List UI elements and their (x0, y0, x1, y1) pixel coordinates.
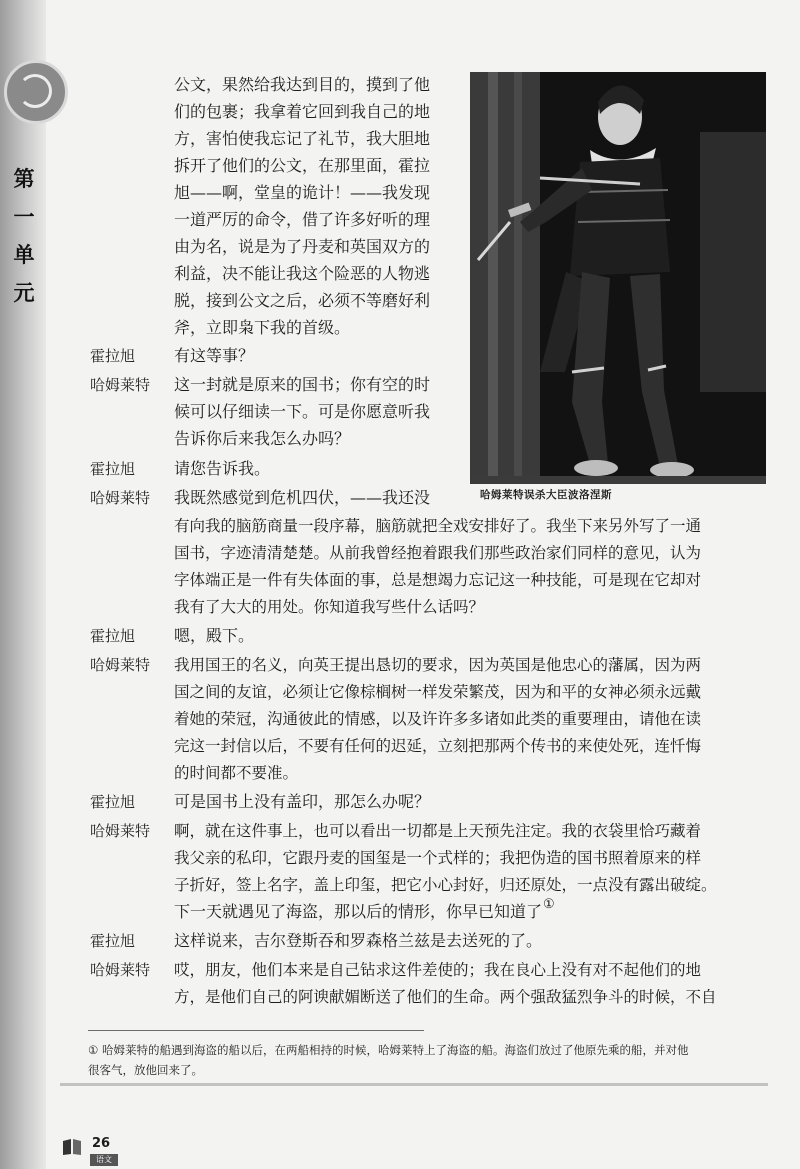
speaker-label: 霍拉旭 (90, 627, 136, 645)
text-line: 斧，立即枭下我的首级。 (174, 318, 351, 337)
footnote-line: ① 哈姆莱特的船遇到海盗的船以后，在两船相持的时候，哈姆莱特上了海盗的船。海盗们放过了他原先乘的船，并对他 (88, 1043, 689, 1057)
text-line: 可是国书上没有盖印，那怎么办呢？ (174, 792, 431, 811)
text-line: 我用国王的名义，向英王提出恳切的要求，因为英国是他忠心的藩属，因为两 (174, 656, 702, 674)
speaker-label: 哈姆莱特 (90, 376, 151, 394)
text-line: 哎，朋友，他们本来是自己钻求这件差使的；我在良心上没有对不起他们的地 (174, 961, 702, 979)
text-line: 告诉你后来我怎么办吗？ (174, 429, 351, 448)
text-line: 我父亲的私印，它跟丹麦的国玺是一个式样的；我把伪造的国书照着原来的样 (174, 849, 702, 867)
speaker-label: 哈姆莱特 (90, 822, 151, 840)
hamlet-engraving (470, 72, 766, 484)
text-line: 这样说来，吉尔登斯吞和罗森格兰兹是去送死的了。 (174, 931, 543, 950)
text-line: 拆开了他们的公文，在那里面，霍拉 (174, 156, 431, 175)
speaker-label: 霍拉旭 (90, 793, 136, 811)
text-line: 的时间都不要准。 (174, 764, 299, 782)
text-line: 我有了大大的用处。你知道我写些什么话吗？ (174, 598, 485, 616)
text-line: 方，是他们自己的阿谀献媚断送了他们的生命。两个强敌猛烈争斗的时候，不自 (174, 988, 717, 1006)
unit-label: 第一单元 (13, 166, 35, 305)
footnote-reference: ① (543, 897, 555, 912)
text-line: 脱，接到公文之后，必须不等磨好利 (174, 291, 431, 310)
speaker-label: 哈姆莱特 (90, 656, 151, 674)
text-line: 有这等事？ (174, 346, 255, 365)
speaker-label: 霍拉旭 (90, 347, 136, 365)
text-line: 这一封就是原来的国书；你有空的时 (174, 375, 431, 394)
footnote-line: 很客气，放他回来了。 (88, 1063, 203, 1077)
text-line: 方，害怕使我忘记了礼节，我大胆地 (174, 129, 431, 148)
text-line: 字体端正是一件有失体面的事，总是想竭力忘记这一种技能，可是现在它却对 (174, 571, 702, 589)
text-line: 下一天就遇见了海盗，那以后的情形，你早已知道了 (174, 902, 543, 921)
text-line: 公文，果然给我达到目的，摸到了他 (174, 75, 431, 94)
text-line: 完这一封信以后，不要有任何的迟延，立刻把那两个传书的来使处死，连忏悔 (174, 737, 702, 755)
text-line: 由为名，说是为了丹麦和英国双方的 (174, 237, 431, 256)
text-line: 子折好，签上名字，盖上印玺，把它小心封好，归还原处，一点没有露出破绽。 (174, 876, 717, 894)
text-line: 旭——啊，堂皇的诡计！——我发现 (174, 183, 431, 202)
unit-side-strip (0, 0, 46, 1169)
text-line: 有向我的脑筋商量一段序幕，脑筋就把全戏安排好了。我坐下来另外写了一通 (174, 517, 702, 535)
footer-band (60, 1083, 768, 1086)
text-line: 我既然感觉到危机四伏，——我还没 (174, 488, 431, 507)
text-line: 嗯，殿下。 (174, 626, 255, 645)
speaker-label: 哈姆莱特 (90, 961, 151, 979)
text-line: 国书，字迹清清楚楚。从前我曾经抱着跟我们那些政治家们同样的意见，认为 (174, 544, 702, 562)
book-icon (62, 1138, 82, 1156)
footnote-rule (88, 1030, 424, 1031)
text-line: 利益，决不能让我这个险恶的人物逃 (174, 264, 431, 283)
text-line: 国之间的友谊，必须让它像棕榈树一样发荣繁茂，因为和平的女神必须永远戴 (174, 683, 702, 701)
text-line: 候可以仔细读一下。可是你愿意听我 (174, 402, 431, 421)
unit-ornament-swirl (18, 74, 52, 108)
illustration-caption: 哈姆莱特误杀大臣波洛涅斯 (480, 489, 612, 501)
speaker-label: 霍拉旭 (90, 460, 136, 478)
hamlet-illustration (470, 72, 766, 484)
speaker-label: 哈姆莱特 (90, 489, 151, 507)
text-line: 们的包裹；我拿着它回到我自己的地 (174, 102, 431, 121)
text-line: 着她的荣冠，沟通彼此的情感，以及许许多多诸如此类的重要理由，请他在读 (174, 710, 702, 728)
text-line: 一道严厉的命令，借了许多好听的理 (174, 210, 431, 229)
subject-tag: 语文 (90, 1154, 118, 1166)
speaker-label: 霍拉旭 (90, 932, 136, 950)
page-number: 26 (92, 1136, 111, 1151)
text-line: 请您告诉我。 (174, 459, 271, 478)
text-line: 啊，就在这件事上，也可以看出一切都是上天预先注定。我的衣袋里恰巧藏着 (174, 822, 702, 840)
